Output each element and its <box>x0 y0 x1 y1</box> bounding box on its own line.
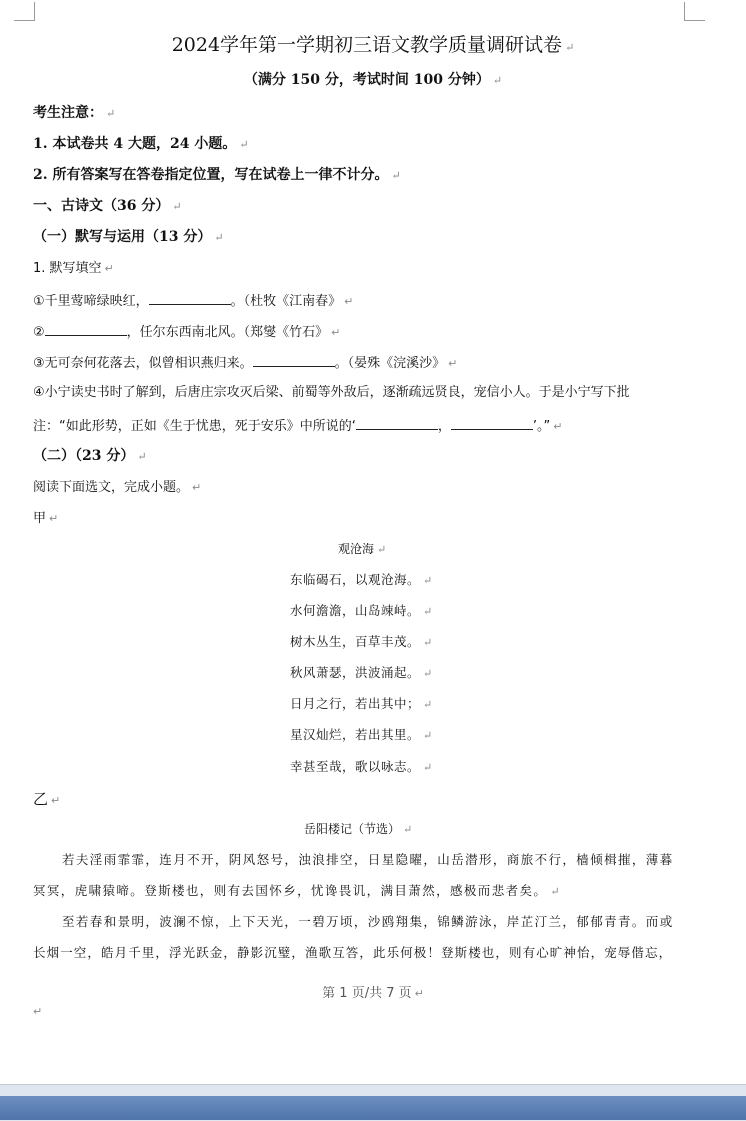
question-1-label: 1. 默写填空 ↵ <box>33 261 114 276</box>
exam-subtitle: （满分 150 分，考试时间 100 分钟） ↵ <box>243 72 503 88</box>
part-heading-1: （一）默写与运用（13 分） ↵ <box>33 229 224 245</box>
question-1d-line1: ④小宁读史书时了解到，后唐庄宗攻灭后梁、前蜀等外敌后，逐渐疏远贤良，宠信小人。于是小宁写下批 <box>33 385 630 400</box>
passage-label-jia: 甲 ↵ <box>33 511 59 526</box>
prose-paragraph-1-line-2: 冥冥，虎啸猿啼。登斯楼也，则有去国怀乡，忧谗畏讥，满目萧然，感极而悲者矣。 ↵ <box>33 883 561 898</box>
poem-line: 水何澹澹，山岛竦峙。 ↵ <box>290 603 433 618</box>
answer-blank[interactable] <box>45 321 127 336</box>
paragraph-mark: ↵ <box>33 1005 43 1018</box>
prose-title: 岳阳楼记（节选） ↵ <box>304 822 413 836</box>
question-1a: ①千里莺啼绿映红， 。（杜牧《江南春》 ↵ <box>33 290 353 312</box>
prose-paragraph-2-line-1: 至若春和景明，波澜不惊，上下天光，一碧万顷，沙鸥翔集，锦鳞游泳，岸芷汀兰，郁郁青青。而或 <box>62 914 674 929</box>
poem-line: 星汉灿烂，若出其里。 ↵ <box>290 727 433 742</box>
poem-line: 秋风萧瑟，洪波涌起。 ↵ <box>290 665 433 680</box>
page-corner-mark-top-right <box>684 2 705 21</box>
poem-line: 东临碣石，以观沧海。 ↵ <box>290 572 433 587</box>
poem-title: 观沧海 ↵ <box>338 542 387 556</box>
question-1b: ② ，任尔东西南北风。（郑燮《竹石》 ↵ <box>33 321 340 343</box>
poem-line: 幸甚至哉，歌以咏志。 ↵ <box>290 759 433 774</box>
poem-line: 树木丛生，百草丰茂。 ↵ <box>290 634 433 649</box>
poem-line: 日月之行，若出其中； ↵ <box>290 696 433 711</box>
section-heading-1: 一、古诗文（36 分） ↵ <box>33 198 182 214</box>
answer-blank[interactable] <box>253 352 335 367</box>
reading-instruction: 阅读下面选文，完成小题。 ↵ <box>33 480 202 495</box>
question-1c: ③无可奈何花落去，似曾相识燕归来。 。（晏殊《浣溪沙》 ↵ <box>33 352 457 374</box>
notice-heading: 考生注意： ↵ <box>33 105 116 121</box>
page-footer: 第 1 页/共 7 页 ↵ <box>322 986 424 1001</box>
question-1d-line2: 注：“如此形势，正如《生于忧患，死于安乐》中所说的‘ ， ’。” ↵ <box>33 415 562 437</box>
answer-blank[interactable] <box>149 290 231 305</box>
passage-label-yi: 乙 ↵ <box>33 790 61 808</box>
answer-blank[interactable] <box>356 415 438 430</box>
prose-paragraph-2-line-2: 长烟一空，皓月千里，浮光跃金，静影沉璧，渔歌互答，此乐何极！登斯楼也，则有心旷神怡，宠辱偕忘， <box>33 945 673 960</box>
notice-item-1: 1. 本试卷共 4 大题，24 小题。 ↵ <box>33 136 249 152</box>
notice-item-2: 2. 所有答案写在答卷指定位置，写在试卷上一律不计分。 ↵ <box>33 167 401 183</box>
prose-paragraph-1-line-1: 若夫淫雨霏霏，连月不开，阴风怒号，浊浪排空，日星隐曜，山岳潜形，商旅不行，樯倾楫摧，薄暮 <box>62 852 674 867</box>
answer-blank[interactable] <box>451 415 533 430</box>
window-status-strip <box>0 1096 746 1120</box>
page-corner-mark-top-left <box>14 2 35 21</box>
part-heading-2: （二）（23 分） ↵ <box>33 448 147 464</box>
exam-title: 2024学年第一学期初三语文教学质量调研试卷 ↵ <box>171 34 575 56</box>
